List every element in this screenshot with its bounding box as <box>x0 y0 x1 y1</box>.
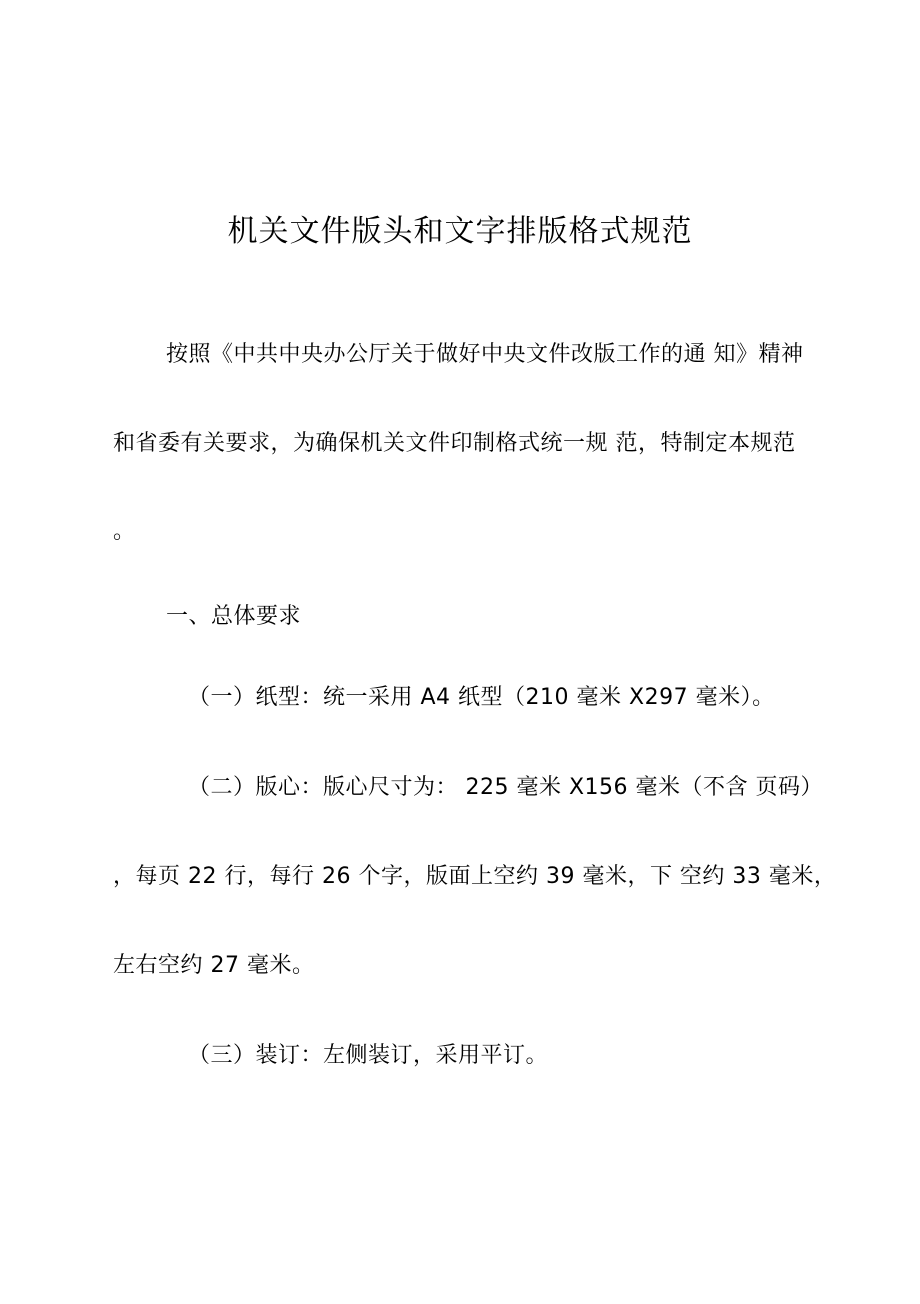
paragraph-intro-line-3: 。 <box>113 519 136 544</box>
paragraph-intro-line-2: 和省委有关要求，为确保机关文件印制格式统一规 范，特制定本规范 <box>113 431 796 456</box>
item-binding: （三）装订：左侧装订，采用平订。 <box>188 1043 549 1068</box>
paragraph-intro-line-1: 按照《中共中央办公厅关于做好中央文件改版工作的通 知》精神 <box>166 342 804 367</box>
section-heading-general: 一、总体要求 <box>166 604 302 629</box>
item-paper-type: （一）纸型：统一采用 A4 纸型（210 毫米 X297 毫米）。 <box>188 685 775 710</box>
item-type-area-line-3: 左右空约 27 毫米。 <box>113 953 315 978</box>
document-title: 机关文件版头和文字排版格式规范 <box>227 214 693 249</box>
item-type-area-line-1: （二）版心：版心尺寸为： 225 毫米 X156 毫米（不含 页码） <box>188 775 824 800</box>
item-type-area-line-2: ，每页 22 行，每行 26 个字，版面上空约 39 毫米，下 空约 33 毫米， <box>113 864 837 889</box>
